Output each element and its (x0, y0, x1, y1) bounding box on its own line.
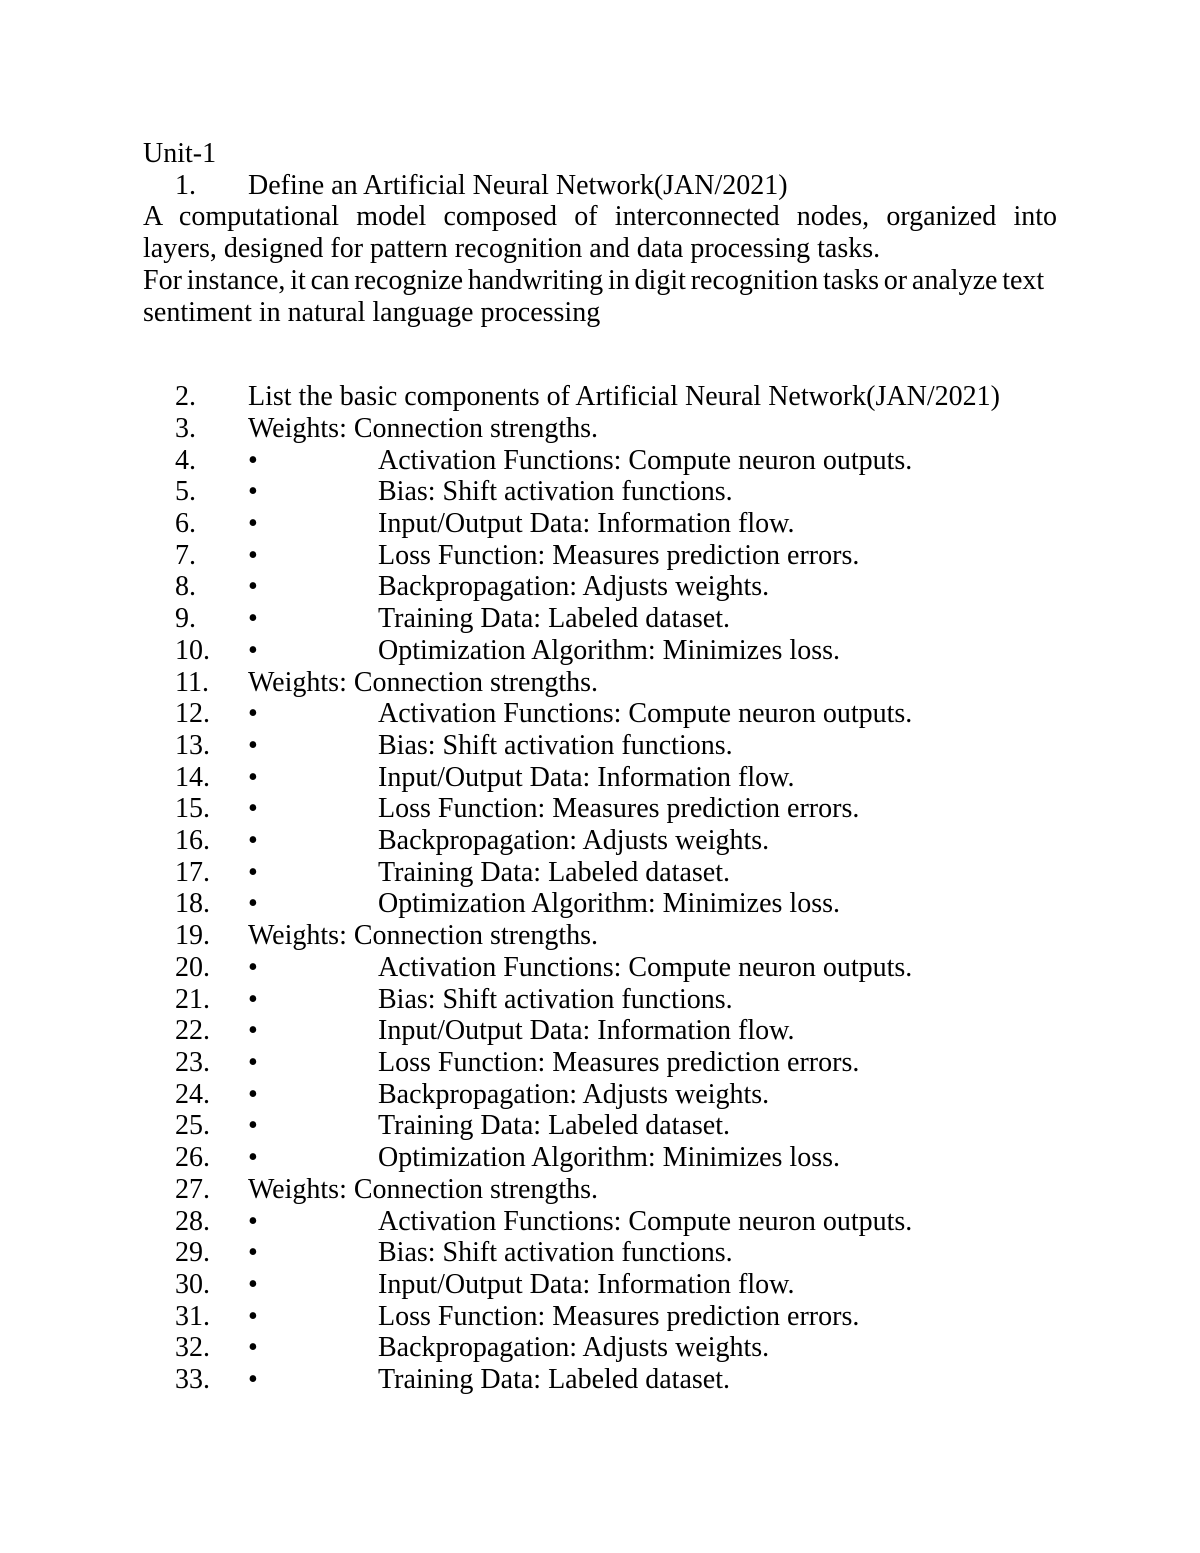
list-item-text: Backpropagation: Adjusts weights. (378, 1078, 770, 1110)
list-item-number: 28. (175, 1205, 210, 1237)
list-item-number: 10. (175, 634, 210, 666)
list-item-text: Optimization Algorithm: Minimizes loss. (378, 634, 840, 666)
list-item-text: Activation Functions: Compute neuron outputs. (378, 444, 913, 476)
list-item (143, 445, 1057, 477)
list-item (143, 920, 1057, 952)
list-item (143, 381, 1057, 413)
bullet-icon: • (248, 1078, 258, 1110)
list-item-text: Loss Function: Measures prediction errors. (378, 793, 860, 825)
bullet-icon: • (248, 1364, 258, 1396)
list-item-number: 2. (175, 381, 196, 413)
answer-line: layers, designed for pattern recognition and data processing tasks. (143, 233, 881, 265)
list-item-text: Weights: Connection strengths. (248, 412, 599, 444)
bullet-icon: • (248, 508, 258, 540)
bullet-icon: • (248, 1142, 258, 1174)
list-item-text: Optimization Algorithm: Minimizes loss. (378, 888, 840, 920)
list-item-number: 6. (175, 508, 196, 540)
list-item (143, 1269, 1057, 1301)
list-item-number: 8. (175, 571, 196, 603)
list-item (143, 667, 1057, 699)
list-item-number: 27. (175, 1173, 210, 1205)
list-item-number: 24. (175, 1078, 210, 1110)
list-item (143, 952, 1057, 984)
list-item (143, 730, 1057, 762)
list-item (143, 1047, 1057, 1079)
list-item-text: Activation Functions: Compute neuron outputs. (378, 1205, 913, 1237)
list-item-text: Training Data: Labeled dataset. (378, 856, 730, 888)
bullet-icon: • (248, 1015, 258, 1047)
bullet-icon: • (248, 761, 258, 793)
list-item-number: 25. (175, 1110, 210, 1142)
answer-line: sentiment in natural language processing (143, 296, 601, 328)
list-item (143, 1110, 1057, 1142)
list-item (143, 825, 1057, 857)
list-item-text: Input/Output Data: Information flow. (378, 761, 795, 793)
list-item-number: 15. (175, 793, 210, 825)
list-item (143, 1142, 1057, 1174)
bullet-icon: • (248, 444, 258, 476)
list-item-number: 16. (175, 825, 210, 857)
list-item (143, 698, 1057, 730)
list-item-text: Bias: Shift activation functions. (378, 983, 733, 1015)
question-1-row (143, 170, 1057, 202)
list-item (143, 1364, 1057, 1396)
answer-line: For instance, it can recognize handwriting in digit recognition tasks or analyze text (143, 264, 1045, 296)
list-item-text: Backpropagation: Adjusts weights. (378, 825, 770, 857)
list-item (143, 508, 1057, 540)
list-item (143, 984, 1057, 1016)
list-item-number: 12. (175, 698, 210, 730)
bullet-icon: • (248, 1046, 258, 1078)
list-item-number: 29. (175, 1237, 210, 1269)
list-item-number: 22. (175, 1015, 210, 1047)
unit-title: Unit-1 (143, 138, 217, 169)
bullet-icon: • (248, 571, 258, 603)
list-item-text: Bias: Shift activation functions. (378, 729, 733, 761)
list-item (143, 762, 1057, 794)
bullet-icon: • (248, 1332, 258, 1364)
list-item (143, 603, 1057, 635)
paragraph-gap (143, 328, 1057, 381)
list-item-number: 14. (175, 761, 210, 793)
list-item-number: 23. (175, 1046, 210, 1078)
list-item-number: 5. (175, 476, 196, 508)
list-item-number: 32. (175, 1332, 210, 1364)
list-item (143, 1079, 1057, 1111)
list-item-text: Loss Function: Measures prediction errors. (378, 1300, 860, 1332)
list-item-text: Loss Function: Measures prediction errors. (378, 539, 860, 571)
answer-line: A computational model composed of interconnected nodes, organized into (143, 201, 1057, 233)
list-item (143, 793, 1057, 825)
bullet-icon: • (248, 698, 258, 730)
list-item-text: Activation Functions: Compute neuron outputs. (378, 698, 913, 730)
bullet-icon: • (248, 476, 258, 508)
list-item-number: 19. (175, 920, 210, 952)
bullet-icon: • (248, 1110, 258, 1142)
list-item-number: 30. (175, 1268, 210, 1300)
bullet-icon: • (248, 1205, 258, 1237)
list-item-number: 9. (175, 603, 196, 635)
question-1-number: 1. (175, 169, 196, 201)
bullet-icon: • (248, 1268, 258, 1300)
list-item-number: 7. (175, 539, 196, 571)
list-item-number: 3. (175, 412, 196, 444)
list-item (143, 1332, 1057, 1364)
list-item (143, 888, 1057, 920)
list-item (143, 476, 1057, 508)
question-1-text: Define an Artificial Neural Network(JAN/2021) (248, 169, 788, 201)
bullet-icon: • (248, 825, 258, 857)
list-item (143, 635, 1057, 667)
bullet-icon: • (248, 603, 258, 635)
list-item (143, 1206, 1057, 1238)
question-list (143, 381, 1057, 1396)
list-item-number: 13. (175, 729, 210, 761)
list-item (143, 1015, 1057, 1047)
bullet-icon: • (248, 539, 258, 571)
list-item-number: 11. (175, 666, 209, 698)
list-item-text: Input/Output Data: Information flow. (378, 1015, 795, 1047)
answer-paragraph (143, 201, 1057, 328)
list-item (143, 540, 1057, 572)
list-item-text: Bias: Shift activation functions. (378, 476, 733, 508)
list-item (143, 857, 1057, 889)
list-item-text: List the basic components of Artificial Neural Network(JAN/2021) (248, 381, 1000, 413)
list-item (143, 413, 1057, 445)
bullet-icon: • (248, 729, 258, 761)
list-item (143, 1301, 1057, 1333)
bullet-icon: • (248, 634, 258, 666)
list-item-number: 26. (175, 1142, 210, 1174)
list-item-text: Bias: Shift activation functions. (378, 1237, 733, 1269)
list-item-number: 4. (175, 444, 196, 476)
bullet-icon: • (248, 888, 258, 920)
bullet-icon: • (248, 983, 258, 1015)
bullet-icon: • (248, 1237, 258, 1269)
bullet-icon: • (248, 793, 258, 825)
list-item-text: Backpropagation: Adjusts weights. (378, 571, 770, 603)
list-item-text: Loss Function: Measures prediction errors. (378, 1046, 860, 1078)
list-item-number: 21. (175, 983, 210, 1015)
list-item-text: Input/Output Data: Information flow. (378, 508, 795, 540)
list-item-text: Backpropagation: Adjusts weights. (378, 1332, 770, 1364)
bullet-icon: • (248, 1300, 258, 1332)
list-item-text: Training Data: Labeled dataset. (378, 1364, 730, 1396)
list-item-text: Weights: Connection strengths. (248, 920, 599, 952)
list-item-text: Training Data: Labeled dataset. (378, 603, 730, 635)
list-item-text: Input/Output Data: Information flow. (378, 1268, 795, 1300)
list-item-text: Training Data: Labeled dataset. (378, 1110, 730, 1142)
list-item-text: Weights: Connection strengths. (248, 1173, 599, 1205)
list-item-text: Optimization Algorithm: Minimizes loss. (378, 1142, 840, 1174)
list-item-number: 33. (175, 1364, 210, 1396)
list-item-number: 20. (175, 951, 210, 983)
list-item-text: Weights: Connection strengths. (248, 666, 599, 698)
bullet-icon: • (248, 951, 258, 983)
list-item (143, 1174, 1057, 1206)
list-item (143, 571, 1057, 603)
list-item-number: 18. (175, 888, 210, 920)
list-item-number: 17. (175, 856, 210, 888)
list-item-number: 31. (175, 1300, 210, 1332)
list-item-text: Activation Functions: Compute neuron outputs. (378, 951, 913, 983)
bullet-icon: • (248, 856, 258, 888)
list-item (143, 1237, 1057, 1269)
